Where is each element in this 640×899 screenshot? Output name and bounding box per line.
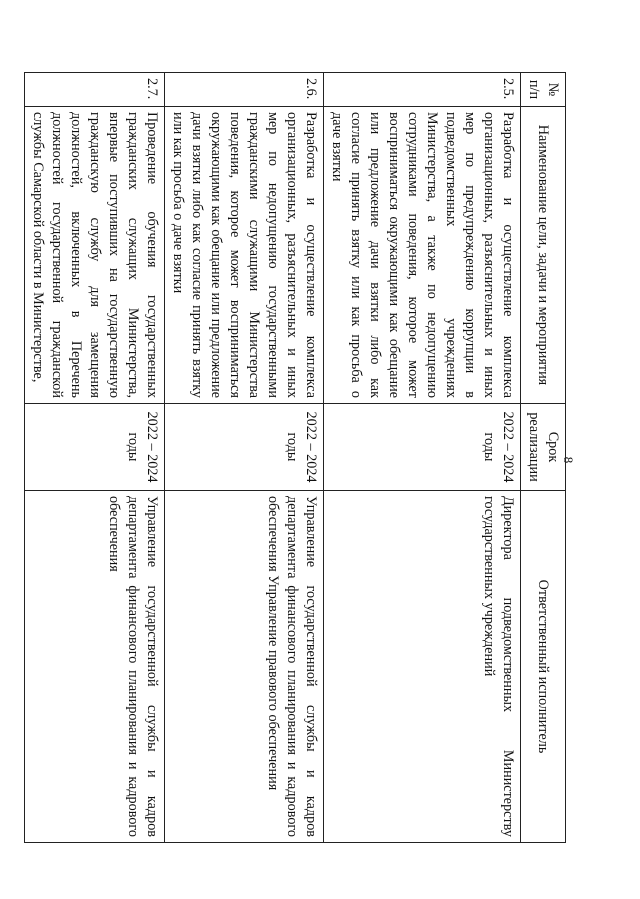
table-row [324,73,521,843]
header-term: Срок реализации [521,404,566,491]
row-number: 2.7. [25,73,165,107]
header-responsible: Ответственный исполнитель [521,491,566,843]
row-term: 2022 – 2024 годы [324,404,521,491]
row-name: Разработка и осуществление комплекса организационных, разъяснительных и иных мер по предупреждению коррупции в подведомственных учреждениях Министерства, а также по недопущению сотрудниками поведения, которое может восприниматься окружающими как обещание или предложение дачи взятки либо как согласие принять взятку или как просьба о даче взятки [324,107,521,404]
header-number: № п/п [521,73,566,107]
action-plan-table [24,72,566,843]
table-row [25,73,165,843]
row-term: 2022 – 2024 годы [25,404,165,491]
table-header-row [521,73,566,843]
row-responsible: Директора подведомственных Министерству государственных учреждений [324,491,521,843]
row-name: Разработка и осуществление комплекса организационных, разъяснительных и иных мер по недопущению государственными гражданскими служащими Министерства поведения, которое может восприниматься окружающими как обещание или предложение дачи взятки либо как согласие принять взятку или как просьба о даче взятки [165,107,324,404]
row-number: 2.6. [165,73,324,107]
row-responsible: Управление государственной службы и кадров департамента финансового планирования и кадрового обеспечения Управление правового обеспечения [165,491,324,843]
rotated-sheet [16,72,576,842]
row-responsible: Управление государственной службы и кадров департамента финансового планирования и кадрового обеспечения [25,491,165,843]
row-term: 2022 – 2024 годы [165,404,324,491]
header-name: Наименование цели, задачи и мероприятия [521,107,566,404]
table-row [165,73,324,843]
page-number: 8 [561,456,576,464]
row-number: 2.5. [324,73,521,107]
row-name: Проведение обучения государственных гражданских служащих Министерства, впервые поступивших на государственную гражданскую службу для замещения должностей, включенных в Перечень должностей государственной гражданской службы Самарской области в Министерстве, [25,107,165,404]
